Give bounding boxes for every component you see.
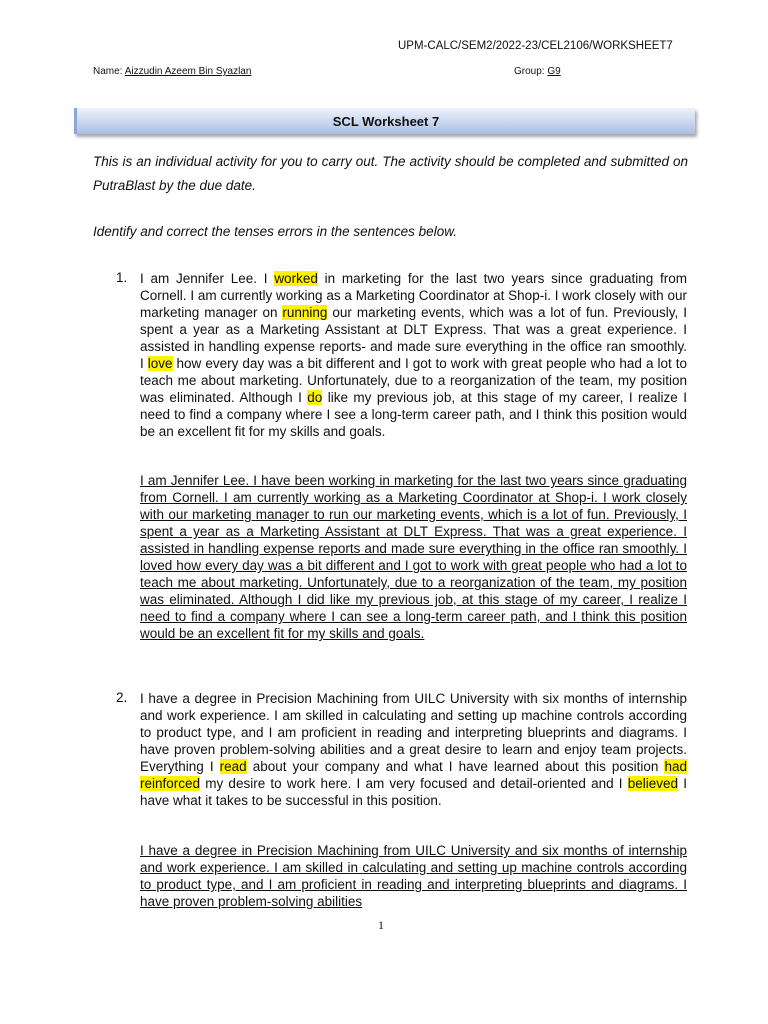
document-code: UPM-CALC/SEM2/2022-23/CEL2106/WORKSHEET7 — [398, 40, 673, 52]
error-highlight: do — [307, 390, 323, 405]
item-1-corrected: I am Jennifer Lee. I have been working in marketing for the last two years since graduating from Cornell. I am currently working as a Marketing Coordinator at Shop-i. I work closely with our marketing manager to run our marketing events, which is a lot of fun. Previously, I spent a year as a Marketing Assistant at DLT Express. That was a great experience. I assisted in handling expense reports and made sure everything in the office ran smoothly. I loved how every day was a bit different and I got to work with great people who had a lot to teach me about marketing. Unfortunately, due to a reorganization of the team, my position was eliminated. Although I did like my previous job, at this stage of my career, I realize I need to find a company where I can see a long-term career path, and I think this position would be an excellent fit for my skills and goals. — [140, 473, 687, 641]
instruction-paragraph: Identify and correct the tenses errors in the sentences below. — [93, 224, 457, 239]
student-name: Aizzudin Azeem Bin Syazlan — [124, 66, 252, 77]
item-2-original — [140, 690, 687, 809]
name-label: Name: — [93, 66, 125, 77]
error-highlight: read — [219, 759, 247, 774]
name-row — [93, 66, 693, 77]
text-segment: my desire to work here. I am very focused and detail-oriented and I — [200, 776, 628, 791]
error-highlight: believed — [627, 776, 679, 791]
text-segment: I have a degree in Precision Machining from UILC University with six months of internship and work experience. I am skilled in calculating and setting up machine controls according to product type, and I am proficient in reading and interpreting blueprints and diagrams. I have proven problem-solving abilities and a great desire to learn and enjoy team projects. Everything I — [140, 691, 687, 774]
text-segment: I am Jennifer Lee. I — [140, 271, 275, 286]
group-field — [514, 66, 561, 77]
text-segment: our marketing events, which was a lot of fun. Previously, I spent a year as a Marketing Assistant at DLT Express. That was a great experience. I assisted in handling expense reports- and made sure everything in the office ran smoothly. I — [140, 305, 687, 371]
text-segment: I have what it takes to be successful in this position. — [140, 776, 687, 808]
text-segment: like my previous job, at this stage of my career, I realize I need to find a company where I see a long-term career path, and I think this position would be an excellent fit for my skills and goals. — [140, 390, 687, 439]
text-segment: how every day was a bit different and I got to work with great people who had a lot to teach me about marketing. Unfortunately, due to a reorganization of the team, my position was eliminated. Although I — [140, 356, 687, 405]
error-highlight: worked — [274, 271, 318, 286]
group-label: Group: — [514, 66, 548, 77]
title-bar — [74, 108, 695, 134]
error-highlight: running — [282, 305, 328, 320]
item-number-2: 2. — [116, 690, 128, 705]
error-highlight: had reinforced — [140, 759, 687, 791]
error-highlight: love — [147, 356, 173, 371]
item-1-original — [140, 270, 687, 440]
item-number-1: 1. — [116, 270, 128, 285]
page-number: 1 — [378, 918, 384, 932]
text-segment: in marketing for the last two years since graduating from Cornell. I am currently working as a Marketing Coordinator at Shop-i. I work closely with our marketing manager on — [140, 271, 687, 320]
item-2-corrected: I have a degree in Precision Machining from UILC University and six months of internship and work experience. I am skilled in calculating and setting up machine controls according to product type, and I am proficient in reading and interpreting blueprints and diagrams. I have proven problem-solving abilities — [140, 843, 687, 909]
text-segment: about your company and what I have learned about this position — [246, 759, 665, 774]
intro-paragraph: This is an individual activity for you to carry out. The activity should be completed and submitted on PutraBlast by the due date. — [93, 154, 688, 193]
group-value: G9 — [547, 66, 561, 77]
worksheet-title: SCL Worksheet 7 — [332, 113, 440, 129]
